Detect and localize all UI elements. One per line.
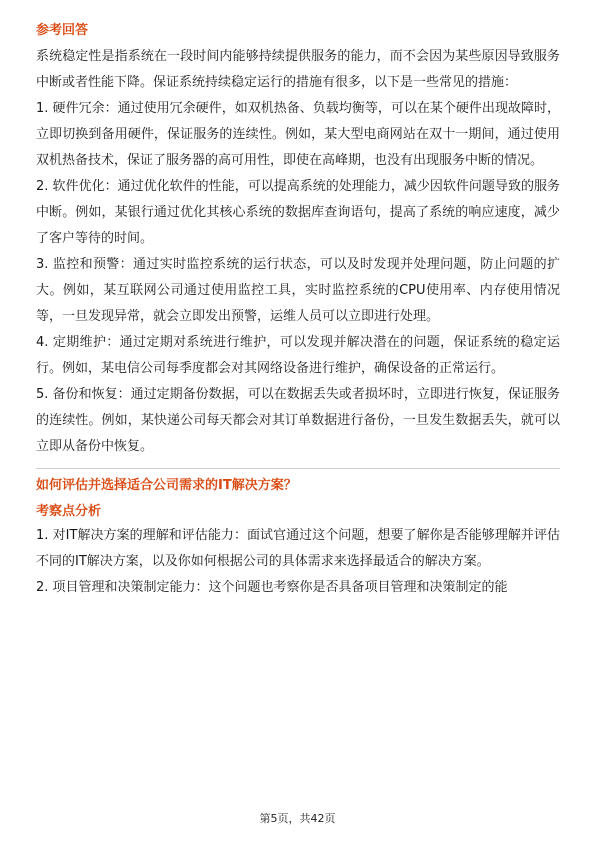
measure-hardware-redundancy: 1. 硬件冗余：通过使用冗余硬件，如双机热备、负载均衡等，可以在某个硬件出现故障时，立即切换到备用硬件，保证服务的连续性。例如，某大型电商网站在双十一期间，通过使用双机热备技术，保证了服务器的高可用性，即使在高峰期，也没有出现服务中断的情况。	[36, 101, 560, 168]
analysis-point-1: 1. 对IT解决方案的理解和评估能力：面试官通过这个问题，想要了解你是否能够理解并评估不同的IT解决方案，以及你如何根据公司的具体需求来选择最适合的解决方案。	[36, 528, 560, 569]
reference-answer-heading: 参考回答	[36, 23, 89, 38]
measure-monitoring-alerting: 3. 监控和预警：通过实时监控系统的运行状态，可以及时发现并处理问题，防止问题的扩大。例如，某互联网公司通过使用监控工具，实时监控系统的CPU使用率、内存使用情况等，一旦发现异常，就会立即发出预警，运维人员可以立即进行处理。	[36, 257, 560, 324]
measure-backup-recovery: 5. 备份和恢复：通过定期备份数据，可以在数据丢失或者损坏时，立即进行恢复，保证服务的连续性。例如，某快递公司每天都会对其订单数据进行备份，一旦发生数据丢失，就可以立即从备份中恢复。	[36, 387, 560, 454]
analysis-point-2: 2. 项目管理和决策制定能力：这个问题也考察你是否具备项目管理和决策制定的能	[36, 580, 508, 595]
measure-software-optimization: 2. 软件优化：通过优化软件的性能，可以提高系统的处理能力，减少因软件问题导致的服务中断。例如，某银行通过优化其核心系统的数据库查询语句，提高了系统的响应速度，减少了客户等待的时间。	[36, 179, 560, 246]
question-title: 如何评估并选择适合公司需求的IT解决方案？	[36, 478, 297, 493]
intro-paragraph: 系统稳定性是指系统在一段时间内能够持续提供服务的能力，而不会因为某些原因导致服务中断或者性能下降。保证系统持续稳定运行的措施有很多，以下是一些常见的措施：	[36, 49, 560, 90]
section-divider	[36, 468, 560, 469]
measure-regular-maintenance: 4. 定期维护：通过定期对系统进行维护，可以发现并解决潜在的问题，保证系统的稳定运行。例如，某电信公司每季度都会对其网络设备进行维护，确保设备的正常运行。	[36, 335, 560, 376]
page-content	[36, 22, 560, 601]
analysis-heading: 考察点分析	[36, 504, 102, 519]
page-number-footer: 第5页，共42页	[259, 812, 336, 825]
